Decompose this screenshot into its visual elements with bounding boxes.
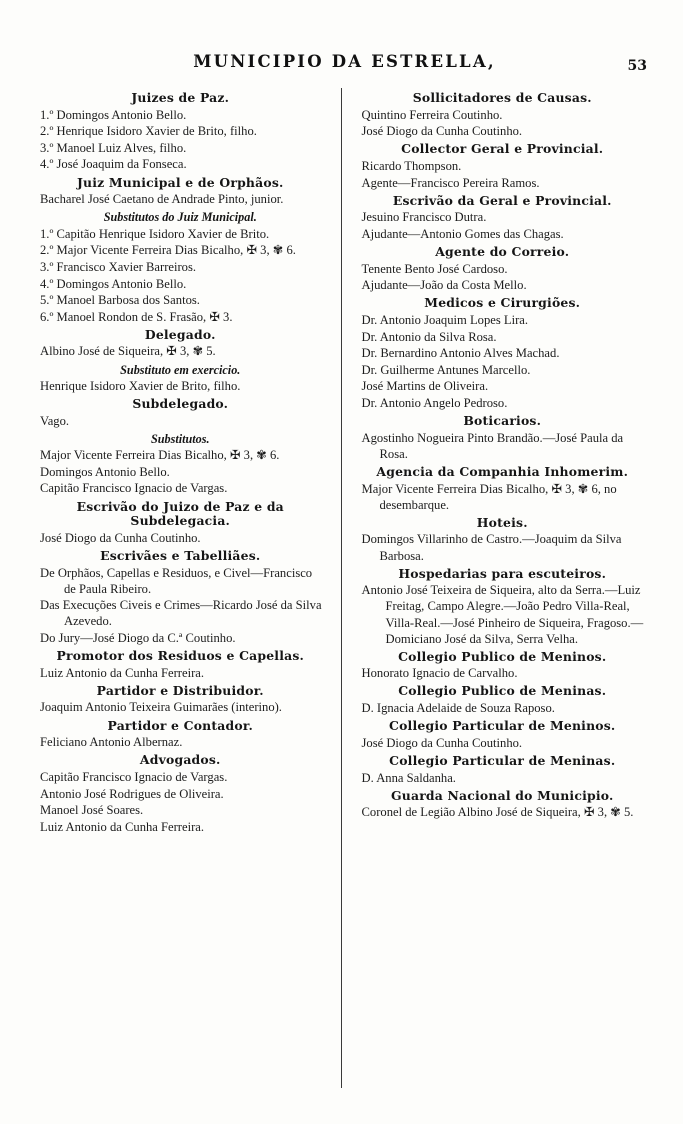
section-heading: Partidor e Contador. (107, 717, 253, 733)
section-heading: Partidor e Distribuidor. (96, 682, 264, 698)
directory-entry: Do Jury—José Diogo da C.ª Coutinho. (40, 630, 236, 645)
section-heading: Substituto em exercicio. (120, 362, 241, 377)
directory-entry: Domingos Antonio Bello. (40, 464, 170, 479)
directory-entry: 1.º Capitão Henrique Isidoro Xavier de Brito. (40, 226, 270, 241)
directory-entry: Dr. Antonio da Silva Rosa. (361, 329, 497, 344)
directory-entry: Dr. Bernardino Antonio Alves Machad. (361, 346, 560, 361)
directory-entry: Antonio José Rodrigues de Oliveira. (40, 786, 224, 801)
page-header (34, 52, 649, 86)
section-heading: Juiz Municipal e de Orphãos. (76, 174, 284, 190)
directory-entry: Quintino Ferreira Coutinho. (361, 107, 503, 122)
section-heading: Advogados. (139, 752, 221, 768)
directory-entry: 4.º Domingos Antonio Bello. (40, 276, 187, 291)
directory-entry: D. Anna Saldanha. (361, 770, 456, 785)
directory-entry: Major Vicente Ferreira Dias Bicalho, ✠ 3, ✾ 6. (40, 448, 280, 463)
right-column (342, 88, 650, 1088)
directory-entry: 5.º Manoel Barbosa dos Santos. (40, 293, 200, 308)
directory-entry: Dr. Guilherme Antunes Marcello. (361, 362, 531, 377)
directory-entry: Joaquim Antonio Teixeira Guimarães (interino). (40, 700, 282, 715)
directory-entry: Agente—Francisco Pereira Ramos. (361, 175, 540, 190)
page-number: 53 (627, 58, 647, 74)
directory-entry: Major Vicente Ferreira Dias Bicalho, ✠ 3, ✾ 6, no desembarque. (361, 481, 617, 512)
directory-entry: Antonio José Teixeira de Siqueira, alto da Serra.—Luiz Freitag, Campo Alegre.—João Pedro Villa-Real, Villa-Real.—José Pinheiro de Siqueira, Fragoso.—Domiciano José da Silva, Serra Velha. (361, 583, 644, 646)
directory-entry: José Diogo da Cunha Coutinho. (361, 735, 523, 750)
two-column-body (34, 88, 649, 1088)
directory-entry: Bacharel José Caetano de Andrade Pinto, junior. (40, 192, 284, 207)
directory-entry: Tenente Bento José Cardoso. (361, 261, 508, 276)
directory-entry: Manoel José Soares. (40, 803, 144, 818)
directory-entry: Capitão Francisco Ignacio de Vargas. (40, 481, 228, 496)
section-heading: Escrivão da Geral e Provincial. (392, 192, 612, 208)
section-heading: Escrivão do Juizo de Paz e da Subdelegacia. (76, 498, 284, 529)
directory-entry: Albino José de Siqueira, ✠ 3, ✾ 5. (40, 344, 216, 359)
directory-entry: Honorato Ignacio de Carvalho. (361, 666, 518, 681)
directory-entry: Agostinho Nogueira Pinto Brandão.—José Paula da Rosa. (361, 430, 624, 461)
directory-entry: 6.º Manoel Rondon de S. Frasão, ✠ 3. (40, 309, 233, 324)
directory-entry: Ajudante—Antonio Gomes das Chagas. (361, 226, 564, 241)
directory-entry: 3.º Francisco Xavier Barreiros. (40, 259, 197, 274)
section-heading: Collegio Particular de Meninas. (389, 752, 616, 768)
directory-entry: Dr. Antonio Joaquim Lopes Lira. (361, 313, 528, 327)
directory-entry: D. Ignacia Adelaide de Souza Raposo. (361, 701, 555, 716)
directory-entry: Dr. Antonio Angelo Pedroso. (361, 396, 508, 411)
directory-entry: Capitão Francisco Ignacio de Vargas. (40, 769, 228, 784)
directory-entry: 3.º Manoel Luiz Alves, filho. (40, 140, 187, 155)
section-heading: Substitutos. (150, 431, 210, 446)
directory-entry: José Diogo da Cunha Coutinho. (361, 124, 523, 139)
section-heading: Boticarios. (463, 413, 542, 429)
directory-entry: Das Execuções Civeis e Crimes—Ricardo José da Silva Azevedo. (40, 598, 322, 629)
directory-entry: 2.º Major Vicente Ferreira Dias Bicalho, ✠ 3, ✾ 6. (40, 243, 296, 258)
section-heading: Collegio Publico de Meninos. (398, 648, 607, 664)
section-heading: Collegio Particular de Meninos. (389, 718, 616, 734)
section-heading: Collector Geral e Provincial. (401, 141, 604, 157)
directory-entry: Ajudante—João da Costa Mello. (361, 278, 527, 293)
section-heading: Substitutos do Juiz Municipal. (103, 210, 257, 225)
directory-entry: Henrique Isidoro Xavier de Brito, filho. (40, 378, 241, 393)
section-heading: Escrivães e Tabelliães. (100, 547, 261, 563)
section-heading: Subdelegado. (132, 396, 229, 412)
section-heading: Delegado. (144, 326, 216, 342)
directory-entry: De Orphãos, Capellas e Residuos, e Civel—Francisco de Paula Ribeiro. (40, 565, 313, 596)
directory-entry: 1.º Domingos Antonio Bello. (40, 107, 187, 122)
page-title: MUNICIPIO DA ESTRELLA, (193, 52, 496, 71)
directory-entry: Coronel de Legião Albino José de Siqueira, ✠ 3, ✾ 5. (361, 805, 634, 820)
directory-entry: Domingos Villarinho de Castro.—Joaquim da Silva Barbosa. (361, 532, 622, 563)
section-heading: Sollicitadores de Causas. (412, 90, 592, 105)
section-heading: Juizes de Paz. (131, 90, 230, 105)
directory-entry: 4.º José Joaquim da Fonseca. (40, 157, 187, 172)
directory-entry: Feliciano Antonio Albernaz. (40, 735, 183, 750)
directory-entry: José Diogo da Cunha Coutinho. (40, 530, 201, 545)
directory-entry: Luiz Antonio da Cunha Ferreira. (40, 665, 205, 680)
section-heading: Medicos e Cirurgiões. (424, 295, 581, 311)
directory-entry: Luiz Antonio da Cunha Ferreira. (40, 819, 205, 834)
directory-entry: Jesuino Francisco Dutra. (361, 210, 487, 225)
section-heading: Agencia da Companhia Inhomerim. (376, 464, 629, 479)
section-heading: Guarda Nacional do Municipio. (390, 787, 614, 803)
section-heading: Promotor dos Residuos e Capellas. (56, 648, 305, 664)
section-heading: Collegio Publico de Meninas. (398, 683, 607, 699)
left-column (34, 88, 342, 1088)
directory-entry: José Martins de Oliveira. (361, 379, 489, 394)
section-heading: Agente do Correio. (435, 244, 570, 260)
directory-entry: 2.º Henrique Isidoro Xavier de Brito, filho. (40, 124, 257, 139)
directory-entry: Ricardo Thompson. (361, 158, 462, 173)
section-heading: Hoteis. (476, 514, 528, 530)
section-heading: Hospedarias para escuteiros. (398, 565, 607, 581)
directory-entry: Vago. (40, 413, 70, 428)
